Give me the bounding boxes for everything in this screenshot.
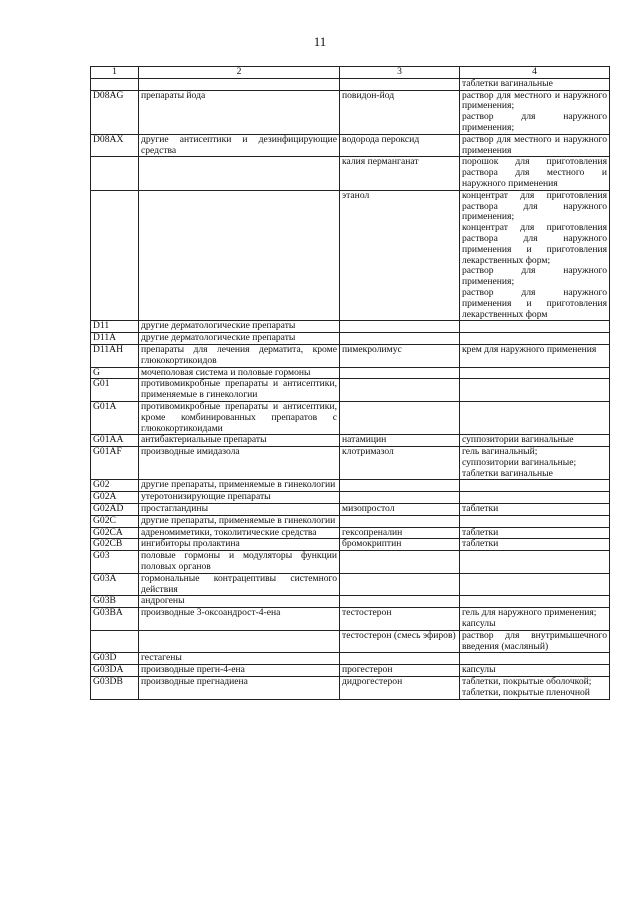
cell-drug-name: [340, 596, 460, 608]
table-row: [91, 367, 610, 379]
cell-group-name: противомикробные препараты и антисептики, кроме комбинированных препаратов с глюкокортикоидами: [139, 401, 340, 434]
cell-dosage-form: таблетки: [460, 539, 610, 551]
cell-atc-code: G02AD: [91, 504, 139, 516]
cell-drug-name: гексопреналин: [340, 527, 460, 539]
cell-atc-code: G01AF: [91, 447, 139, 480]
cell-atc-code: [91, 190, 139, 321]
cell-dosage-form: гель вагинальный; суппозитории вагинальные; таблетки вагинальные: [460, 447, 610, 480]
cell-group-name: утеротонизирующие препараты: [139, 492, 340, 504]
cell-drug-name: водорода пероксид: [340, 134, 460, 157]
cell-dosage-form: таблетки: [460, 527, 610, 539]
table-row: [91, 527, 610, 539]
cell-dosage-form: [460, 321, 610, 333]
cell-group-name: производные 3-оксоандрост-4-ена: [139, 608, 340, 631]
column-header-form: 4: [460, 67, 610, 79]
cell-atc-code: D08AX: [91, 134, 139, 157]
cell-dosage-form: [460, 480, 610, 492]
cell-group-name: препараты йода: [139, 90, 340, 134]
cell-group-name: половые гормоны и модуляторы функции половых органов: [139, 551, 340, 574]
cell-atc-code: [91, 78, 139, 90]
cell-dosage-form: таблетки, покрытые оболочкой; таблетки, покрытые пленочной: [460, 677, 610, 700]
table-row: [91, 608, 610, 631]
cell-drug-name: бромокриптин: [340, 539, 460, 551]
cell-atc-code: [91, 630, 139, 653]
cell-group-name: ингибиторы пролактина: [139, 539, 340, 551]
cell-dosage-form: раствор для местного и наружного применения: [460, 134, 610, 157]
cell-atc-code: G03DB: [91, 677, 139, 700]
cell-drug-name: [340, 653, 460, 665]
cell-drug-name: [340, 551, 460, 574]
cell-atc-code: G01: [91, 379, 139, 402]
cell-atc-code: G01AA: [91, 435, 139, 447]
table-row: [91, 515, 610, 527]
table-row: [91, 573, 610, 596]
cell-group-name: адреномиметики, токолитические средства: [139, 527, 340, 539]
column-header-group: 2: [139, 67, 340, 79]
cell-drug-name: повидон-йод: [340, 90, 460, 134]
table-row: [91, 90, 610, 134]
cell-dosage-form: гель для наружного применения; капсулы: [460, 608, 610, 631]
cell-group-name: гестагены: [139, 653, 340, 665]
cell-atc-code: D11A: [91, 333, 139, 345]
cell-atc-code: G02CA: [91, 527, 139, 539]
cell-dosage-form: [460, 596, 610, 608]
cell-group-name: антибактериальные препараты: [139, 435, 340, 447]
cell-dosage-form: концентрат для приготовления раствора для наружного применения; концентрат для приготовления раствора для наружного применения и приготовления лекарственных форм; раствор для наружного применения; раствор для наружного применения и приготовления лекарственных форм: [460, 190, 610, 321]
cell-group-name: производные имидазола: [139, 447, 340, 480]
cell-atc-code: D11: [91, 321, 139, 333]
cell-group-name: [139, 157, 340, 190]
cell-group-name: андрогены: [139, 596, 340, 608]
cell-atc-code: G02CB: [91, 539, 139, 551]
cell-drug-name: [340, 379, 460, 402]
page-number: 11: [313, 34, 327, 49]
cell-dosage-form: суппозитории вагинальные: [460, 435, 610, 447]
cell-atc-code: D11AH: [91, 344, 139, 367]
cell-drug-name: [340, 367, 460, 379]
table-body: [91, 78, 610, 699]
cell-drug-name: пимекролимус: [340, 344, 460, 367]
table-row: [91, 665, 610, 677]
drug-table: [90, 66, 610, 700]
cell-drug-name: [340, 401, 460, 434]
cell-dosage-form: [460, 401, 610, 434]
cell-atc-code: G03A: [91, 573, 139, 596]
table-row: [91, 677, 610, 700]
table-row: [91, 480, 610, 492]
cell-group-name: мочеполовая система и половые гормоны: [139, 367, 340, 379]
table-row: [91, 551, 610, 574]
table-row: [91, 134, 610, 157]
table-row: [91, 321, 610, 333]
cell-drug-name: натамицин: [340, 435, 460, 447]
cell-atc-code: G: [91, 367, 139, 379]
cell-drug-name: тестостерон (смесь эфиров): [340, 630, 460, 653]
table-row: [91, 157, 610, 190]
cell-atc-code: G02A: [91, 492, 139, 504]
cell-drug-name: дидрогестерон: [340, 677, 460, 700]
cell-atc-code: G03: [91, 551, 139, 574]
cell-dosage-form: таблетки: [460, 504, 610, 516]
cell-atc-code: G02: [91, 480, 139, 492]
cell-group-name: препараты для лечения дерматита, кроме глюкокортикоидов: [139, 344, 340, 367]
cell-dosage-form: [460, 573, 610, 596]
cell-drug-name: [340, 78, 460, 90]
cell-drug-name: [340, 573, 460, 596]
table-row: [91, 333, 610, 345]
cell-dosage-form: порошок для приготовления раствора для местного и наружного применения: [460, 157, 610, 190]
cell-drug-name: этанол: [340, 190, 460, 321]
cell-group-name: [139, 190, 340, 321]
cell-drug-name: клотримазол: [340, 447, 460, 480]
cell-group-name: производные прегнадиена: [139, 677, 340, 700]
cell-group-name: гормональные контрацептивы системного действия: [139, 573, 340, 596]
table-row: [91, 630, 610, 653]
cell-drug-name: [340, 492, 460, 504]
table-row: [91, 78, 610, 90]
cell-drug-name: мизопростол: [340, 504, 460, 516]
column-header-drug: 3: [340, 67, 460, 79]
table-row: [91, 435, 610, 447]
cell-dosage-form: капсулы: [460, 665, 610, 677]
cell-dosage-form: раствор для местного и наружного применения; раствор для наружного применения;: [460, 90, 610, 134]
column-header-code: 1: [91, 67, 139, 79]
cell-drug-name: [340, 333, 460, 345]
table-row: [91, 344, 610, 367]
cell-dosage-form: [460, 492, 610, 504]
cell-dosage-form: [460, 367, 610, 379]
cell-atc-code: G03B: [91, 596, 139, 608]
cell-group-name: другие антисептики и дезинфицирующие средства: [139, 134, 340, 157]
cell-dosage-form: раствор для внутримышечного введения (масляный): [460, 630, 610, 653]
cell-group-name: другие препараты, применяемые в гинекологии: [139, 515, 340, 527]
cell-atc-code: G03D: [91, 653, 139, 665]
cell-drug-name: калия перманганат: [340, 157, 460, 190]
table-row: [91, 190, 610, 321]
cell-dosage-form: [460, 379, 610, 402]
table-row: [91, 379, 610, 402]
table-header-row: [91, 67, 610, 79]
cell-group-name: другие дерматологические препараты: [139, 333, 340, 345]
table-row: [91, 596, 610, 608]
table-row: [91, 492, 610, 504]
cell-atc-code: D08AG: [91, 90, 139, 134]
cell-drug-name: тестостерон: [340, 608, 460, 631]
cell-drug-name: [340, 321, 460, 333]
cell-atc-code: G03DA: [91, 665, 139, 677]
cell-dosage-form: таблетки вагинальные: [460, 78, 610, 90]
cell-group-name: производные прегн-4-ена: [139, 665, 340, 677]
table-row: [91, 539, 610, 551]
cell-atc-code: G02C: [91, 515, 139, 527]
cell-group-name: [139, 630, 340, 653]
cell-dosage-form: [460, 551, 610, 574]
cell-group-name: другие препараты, применяемые в гинекологии: [139, 480, 340, 492]
cell-dosage-form: [460, 653, 610, 665]
cell-group-name: противомикробные препараты и антисептики, применяемые в гинекологии: [139, 379, 340, 402]
table-row: [91, 447, 610, 480]
cell-atc-code: G01A: [91, 401, 139, 434]
cell-group-name: другие дерматологические препараты: [139, 321, 340, 333]
cell-group-name: [139, 78, 340, 90]
cell-drug-name: [340, 480, 460, 492]
table-row: [91, 653, 610, 665]
cell-dosage-form: [460, 333, 610, 345]
cell-drug-name: прогестерон: [340, 665, 460, 677]
cell-group-name: простагландины: [139, 504, 340, 516]
cell-drug-name: [340, 515, 460, 527]
cell-atc-code: G03BA: [91, 608, 139, 631]
cell-dosage-form: [460, 515, 610, 527]
cell-dosage-form: крем для наружного применения: [460, 344, 610, 367]
cell-atc-code: [91, 157, 139, 190]
table-row: [91, 401, 610, 434]
table-row: [91, 504, 610, 516]
